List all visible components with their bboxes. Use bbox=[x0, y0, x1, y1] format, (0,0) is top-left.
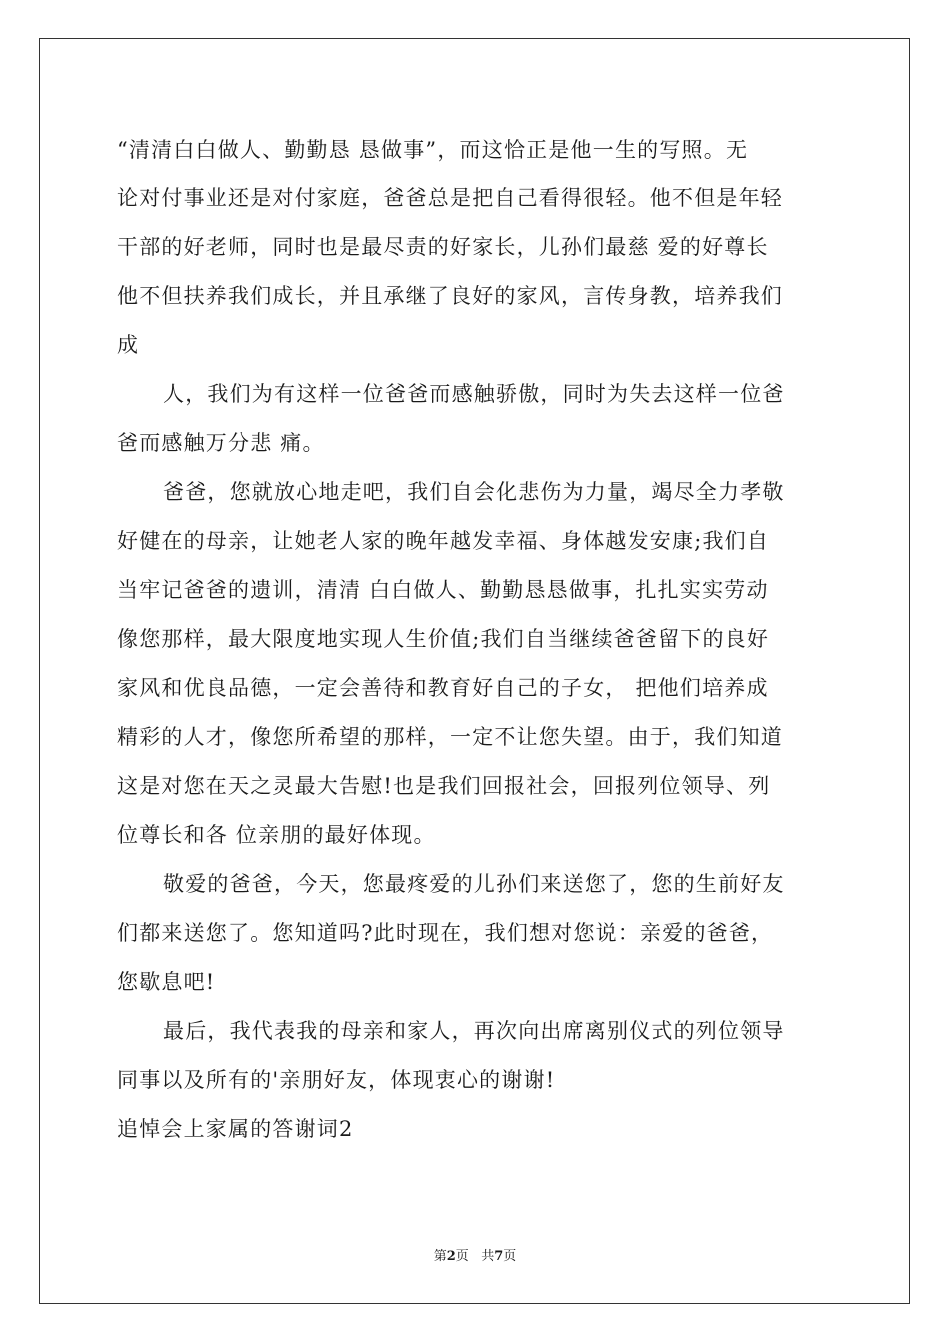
paragraph-line: 同事以及所有的'亲朋好友，体现衷心的谢谢! bbox=[117, 1068, 556, 1092]
paragraph-line: 像您那样，最大限度地实现人生价值;我们自当继续爸爸留下的良好 bbox=[117, 627, 770, 651]
paragraph-line: 当牢记爸爸的遗训，清清 白白做人、勤勤恳恳做事，扎扎实实劳动 bbox=[117, 578, 769, 602]
footer-total-suffix: 页 bbox=[503, 1249, 517, 1264]
footer-page-suffix: 页 共 bbox=[455, 1249, 495, 1264]
paragraph-line: 最后，我代表我的母亲和家人，再次向出席离别仪式的列位领导 bbox=[163, 1019, 785, 1043]
footer-total-pages: 7 bbox=[494, 1249, 504, 1264]
paragraph-line: 成 bbox=[117, 333, 140, 357]
paragraph-line: 敬爱的爸爸，今天，您最疼爱的儿孙们来送您了，您的生前好友 bbox=[163, 872, 785, 896]
paragraph-line: 干部的好老师，同时也是最尽责的好家长，儿孙们最慈 爱的好尊长 bbox=[117, 235, 769, 259]
paragraph-line: 论对付事业还是对付家庭，爸爸总是把自己看得很轻。他不但是年轻 bbox=[117, 186, 783, 210]
page-footer bbox=[0, 1248, 950, 1266]
paragraph-line: 家风和优良品德，一定会善待和教育好自己的子女， 把他们培养成 bbox=[117, 676, 769, 700]
paragraph-line: 们都来送您了。您知道吗?此时现在，我们想对您说：亲爱的爸爸， bbox=[117, 921, 774, 945]
paragraph-line: 精彩的人才，像您所希望的那样，一定不让您失望。由于，我们知道 bbox=[117, 725, 783, 749]
paragraph-line: 好健在的母亲，让她老人家的晚年越发幸福、身体越发安康;我们自 bbox=[117, 529, 770, 553]
footer-page-prefix: 第 bbox=[433, 1249, 447, 1264]
paragraph-line: 爸爸，您就放心地走吧，我们自会化悲伤为力量，竭尽全力孝敬 bbox=[163, 480, 785, 504]
paragraph-line: 这是对您在天之灵最大告慰!也是我们回报社会，回报列位领导、列 bbox=[117, 774, 771, 798]
paragraph-line: 您歇息吧! bbox=[117, 970, 216, 994]
paragraph-line: 人，我们为有这样一位爸爸而感触骄傲，同时为失去这样一位爸 bbox=[163, 382, 785, 406]
paragraph-line: 爸而感触万分悲 痛。 bbox=[117, 431, 325, 455]
paragraph-line: 位尊长和各 位亲朋的最好体现。 bbox=[117, 823, 436, 847]
paragraph-line: 他不但扶养我们成长，并且承继了良好的家风，言传身教，培养我们 bbox=[117, 284, 783, 308]
paragraph-line: “清清白白做人、勤勤恳 恳做事”，而这恰正是他一生的写照。无 bbox=[117, 138, 749, 162]
section-heading: 追悼会上家属的答谢词2 bbox=[117, 1117, 354, 1141]
footer-page-number: 2 bbox=[446, 1249, 456, 1264]
